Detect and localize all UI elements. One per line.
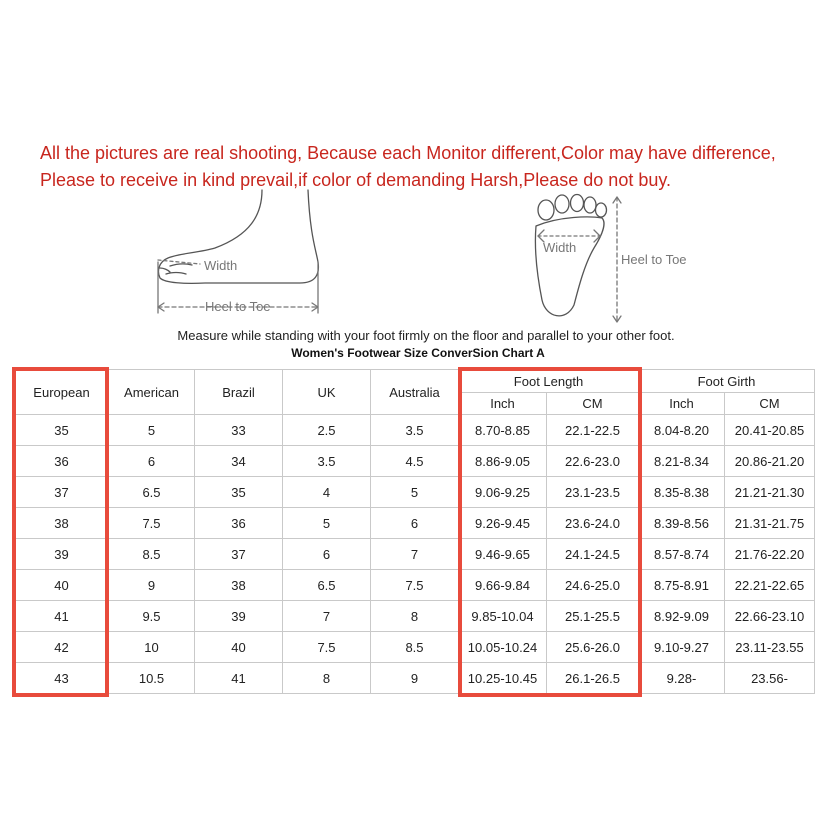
table-body (15, 415, 815, 694)
table-row (15, 539, 815, 570)
cell-foot-girth-cm: 22.66-23.10 (725, 601, 815, 632)
header-australia: Australia (371, 370, 459, 415)
cell-foot-length-cm: 23.6-24.0 (547, 508, 639, 539)
cell-american: 9.5 (109, 601, 195, 632)
cell-foot-length-inch: 9.06-9.25 (459, 477, 547, 508)
cell-european: 36 (15, 446, 109, 477)
cell-uk: 2.5 (283, 415, 371, 446)
cell-foot-girth-cm: 23.11-23.55 (725, 632, 815, 663)
cell-european: 40 (15, 570, 109, 601)
size-conversion-table (14, 369, 815, 694)
side-heel-to-toe-label: Heel to Toe (205, 299, 271, 314)
cell-uk: 8 (283, 663, 371, 694)
cell-american: 6.5 (109, 477, 195, 508)
cell-foot-length-inch: 9.66-9.84 (459, 570, 547, 601)
cell-brazil: 34 (195, 446, 283, 477)
cell-european: 35 (15, 415, 109, 446)
cell-foot-girth-cm: 22.21-22.65 (725, 570, 815, 601)
header-american: American (109, 370, 195, 415)
table-row (15, 415, 815, 446)
cell-foot-girth-inch: 8.21-8.34 (639, 446, 725, 477)
cell-uk: 7 (283, 601, 371, 632)
cell-foot-girth-inch: 8.35-8.38 (639, 477, 725, 508)
cell-foot-girth-inch: 8.75-8.91 (639, 570, 725, 601)
cell-australia: 8.5 (371, 632, 459, 663)
subheader-foot-length-cm: CM (547, 393, 639, 415)
side-width-label: Width (204, 258, 238, 273)
cell-brazil: 39 (195, 601, 283, 632)
header-european: European (15, 370, 109, 415)
cell-foot-girth-inch: 8.04-8.20 (639, 415, 725, 446)
disclaimer-line-1: All the pictures are real shooting, Because each Monitor different,Color may have difference, (40, 143, 776, 163)
cell-brazil: 40 (195, 632, 283, 663)
cell-foot-length-cm: 25.1-25.5 (547, 601, 639, 632)
cell-foot-length-inch: 8.70-8.85 (459, 415, 547, 446)
cell-australia: 5 (371, 477, 459, 508)
cell-american: 5 (109, 415, 195, 446)
header-brazil: Brazil (195, 370, 283, 415)
cell-foot-length-inch: 9.46-9.65 (459, 539, 547, 570)
cell-american: 6 (109, 446, 195, 477)
cell-foot-girth-cm: 20.41-20.85 (725, 415, 815, 446)
sole-foot-drawing (535, 195, 621, 323)
subheader-foot-length-inch: Inch (459, 393, 547, 415)
cell-foot-girth-inch: 9.10-9.27 (639, 632, 725, 663)
cell-foot-girth-cm: 23.56- (725, 663, 815, 694)
table-row (15, 570, 815, 601)
cell-brazil: 37 (195, 539, 283, 570)
cell-foot-girth-inch: 8.92-9.09 (639, 601, 725, 632)
cell-foot-length-cm: 22.1-22.5 (547, 415, 639, 446)
cell-european: 43 (15, 663, 109, 694)
header-foot-length: Foot Length (459, 370, 639, 393)
cell-foot-length-cm: 26.1-26.5 (547, 663, 639, 694)
disclaimer-line-2: Please to receive in kind prevail,if color of demanding Harsh,Please do not buy. (40, 170, 672, 190)
table-row (15, 663, 815, 694)
cell-australia: 7 (371, 539, 459, 570)
table-row (15, 601, 815, 632)
cell-brazil: 38 (195, 570, 283, 601)
header-foot-girth: Foot Girth (639, 370, 815, 393)
cell-foot-girth-inch: 8.39-8.56 (639, 508, 725, 539)
table-row (15, 632, 815, 663)
foot-measurement-illustration (0, 0, 833, 330)
cell-australia: 7.5 (371, 570, 459, 601)
cell-uk: 5 (283, 508, 371, 539)
cell-brazil: 36 (195, 508, 283, 539)
cell-foot-length-cm: 24.6-25.0 (547, 570, 639, 601)
cell-foot-length-cm: 25.6-26.0 (547, 632, 639, 663)
cell-australia: 6 (371, 508, 459, 539)
cell-australia: 4.5 (371, 446, 459, 477)
header-uk: UK (283, 370, 371, 415)
cell-uk: 6 (283, 539, 371, 570)
cell-foot-length-inch: 10.05-10.24 (459, 632, 547, 663)
cell-american: 9 (109, 570, 195, 601)
cell-foot-length-cm: 23.1-23.5 (547, 477, 639, 508)
cell-american: 8.5 (109, 539, 195, 570)
table-row (15, 446, 815, 477)
sole-heel-to-toe-label: Heel to Toe (621, 252, 687, 267)
cell-foot-girth-inch: 8.57-8.74 (639, 539, 725, 570)
cell-uk: 6.5 (283, 570, 371, 601)
cell-european: 38 (15, 508, 109, 539)
cell-american: 10 (109, 632, 195, 663)
cell-foot-girth-cm: 21.31-21.75 (725, 508, 815, 539)
subheader-foot-girth-inch: Inch (639, 393, 725, 415)
table-row (15, 508, 815, 539)
cell-uk: 4 (283, 477, 371, 508)
subheader-foot-girth-cm: CM (725, 393, 815, 415)
cell-australia: 8 (371, 601, 459, 632)
cell-foot-length-inch: 10.25-10.45 (459, 663, 547, 694)
cell-european: 42 (15, 632, 109, 663)
table-header-row (15, 370, 815, 393)
measure-instruction: Measure while standing with your foot firmly on the floor and parallel to your other foot. (177, 328, 675, 343)
cell-foot-girth-inch: 9.28- (639, 663, 725, 694)
cell-uk: 3.5 (283, 446, 371, 477)
cell-american: 7.5 (109, 508, 195, 539)
cell-foot-length-cm: 24.1-24.5 (547, 539, 639, 570)
sole-width-label: Width (543, 240, 577, 255)
side-foot-drawing (158, 190, 318, 313)
cell-american: 10.5 (109, 663, 195, 694)
cell-foot-length-inch: 8.86-9.05 (459, 446, 547, 477)
cell-foot-length-inch: 9.85-10.04 (459, 601, 547, 632)
cell-foot-girth-cm: 21.21-21.30 (725, 477, 815, 508)
cell-brazil: 35 (195, 477, 283, 508)
cell-foot-length-inch: 9.26-9.45 (459, 508, 547, 539)
cell-brazil: 33 (195, 415, 283, 446)
chart-title: Women's Footwear Size ConverSion Chart A (291, 346, 545, 360)
cell-uk: 7.5 (283, 632, 371, 663)
cell-foot-girth-cm: 20.86-21.20 (725, 446, 815, 477)
cell-australia: 9 (371, 663, 459, 694)
cell-australia: 3.5 (371, 415, 459, 446)
cell-brazil: 41 (195, 663, 283, 694)
cell-european: 39 (15, 539, 109, 570)
cell-european: 41 (15, 601, 109, 632)
cell-foot-girth-cm: 21.76-22.20 (725, 539, 815, 570)
table-row (15, 477, 815, 508)
cell-foot-length-cm: 22.6-23.0 (547, 446, 639, 477)
cell-european: 37 (15, 477, 109, 508)
